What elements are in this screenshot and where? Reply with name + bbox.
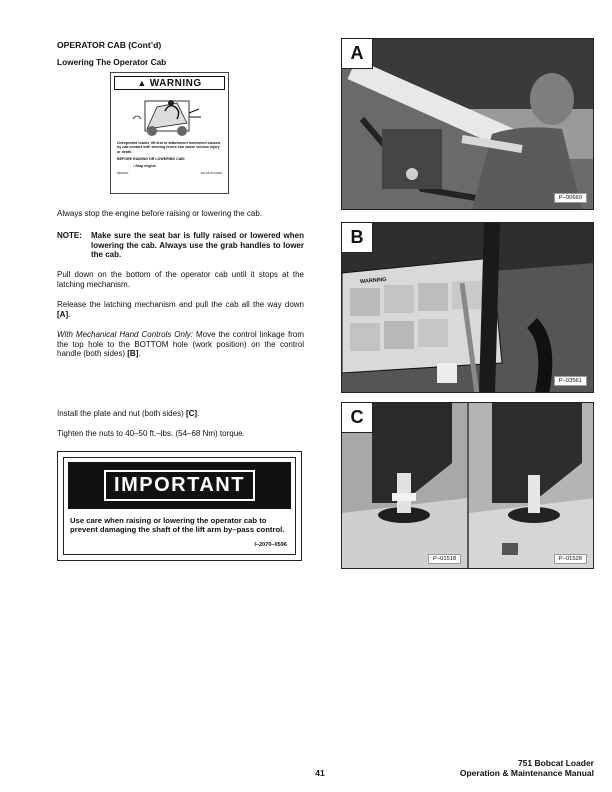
figure-b-code: P–03561	[554, 376, 587, 386]
footer-model: 751 Bobcat Loader	[517, 758, 594, 768]
figure-b-photo	[341, 222, 594, 393]
warning-instruction: BEFORE RAISING OR LOWERING CAB:	[117, 157, 186, 162]
warning-heading: ▲ WARNING	[114, 76, 225, 90]
warning-code-right: SW 96 6712946	[200, 171, 222, 176]
important-box	[57, 451, 302, 561]
paragraph-stop-engine: Always stop the engine before raising or lowering the cab.	[57, 209, 263, 218]
warning-code-left: 6902001	[117, 171, 129, 176]
note-label: NOTE:	[57, 231, 82, 240]
paragraph-hand-controls: With Mechanical Hand Controls Only: Move the control linkage from the top hole to the BOTTOM hole (work position) on the control handle (both sides) [B].	[57, 330, 304, 359]
warning-codes	[117, 171, 222, 175]
figure-a-illustration	[342, 39, 594, 210]
figure-ref-b: [B]	[127, 349, 139, 359]
section-title: OPERATOR CAB (Cont’d)	[57, 40, 162, 50]
warning-decal	[110, 72, 229, 194]
footer-manual: Operation & Maintenance Manual	[459, 768, 594, 778]
figure-b-decal-label: WARNING	[359, 276, 387, 286]
figure-c-code-right: P–01528	[554, 554, 587, 564]
warning-bullet: • Stop engine	[133, 163, 156, 168]
paragraph-pull-down: Pull down on the bottom of the operator cab until it stops at the latching mechanism.	[57, 270, 304, 289]
figure-a-photo	[341, 38, 594, 210]
figure-ref-c: [C]	[185, 409, 198, 418]
figure-c-illustration	[342, 403, 594, 569]
figure-a-letter: A	[342, 39, 373, 69]
paragraph-torque: Tighten the nuts to 40–50 ft.–lbs. (54–68 Nm) torque.	[57, 429, 245, 438]
warning-illustration	[117, 93, 222, 139]
footer-title	[460, 758, 594, 778]
figure-ref-a: [A]	[57, 309, 69, 319]
figure-c-photo	[341, 402, 594, 569]
figure-b-letter: B	[342, 223, 373, 253]
figure-b-illustration	[342, 223, 594, 393]
important-code: I–2070–0596	[254, 542, 287, 548]
warning-triangle-icon: ▲	[137, 78, 147, 88]
important-text: Use care when raising or lowering the operator cab to prevent damaging the shaft of the lift arm by–pass control.	[70, 516, 285, 534]
figure-c-letter: C	[342, 403, 373, 433]
figure-c-code-left: P–01518	[428, 554, 461, 564]
section-subtitle: Lowering The Operator Cab	[57, 57, 167, 67]
important-header	[68, 462, 291, 509]
note-block	[57, 231, 304, 260]
warning-text: Unexpected loader, lift arm or attachment movement caused by cab contact with steering levers can cause serious injury or death.	[117, 141, 221, 154]
figure-a-code: P–00660	[554, 193, 587, 203]
page-number: 41	[315, 768, 325, 778]
note-text: Make sure the seat bar is fully raised or lowered when lowering the cab. Always use the grab handles to lower the cab.	[91, 231, 304, 260]
paragraph-install-plate: Install the plate and nut (both sides) [C].	[57, 409, 200, 418]
paragraph-release-latch: Release the latching mechanism and pull the cab all the way down [A].	[57, 300, 304, 319]
important-heading: IMPORTANT	[104, 470, 255, 501]
